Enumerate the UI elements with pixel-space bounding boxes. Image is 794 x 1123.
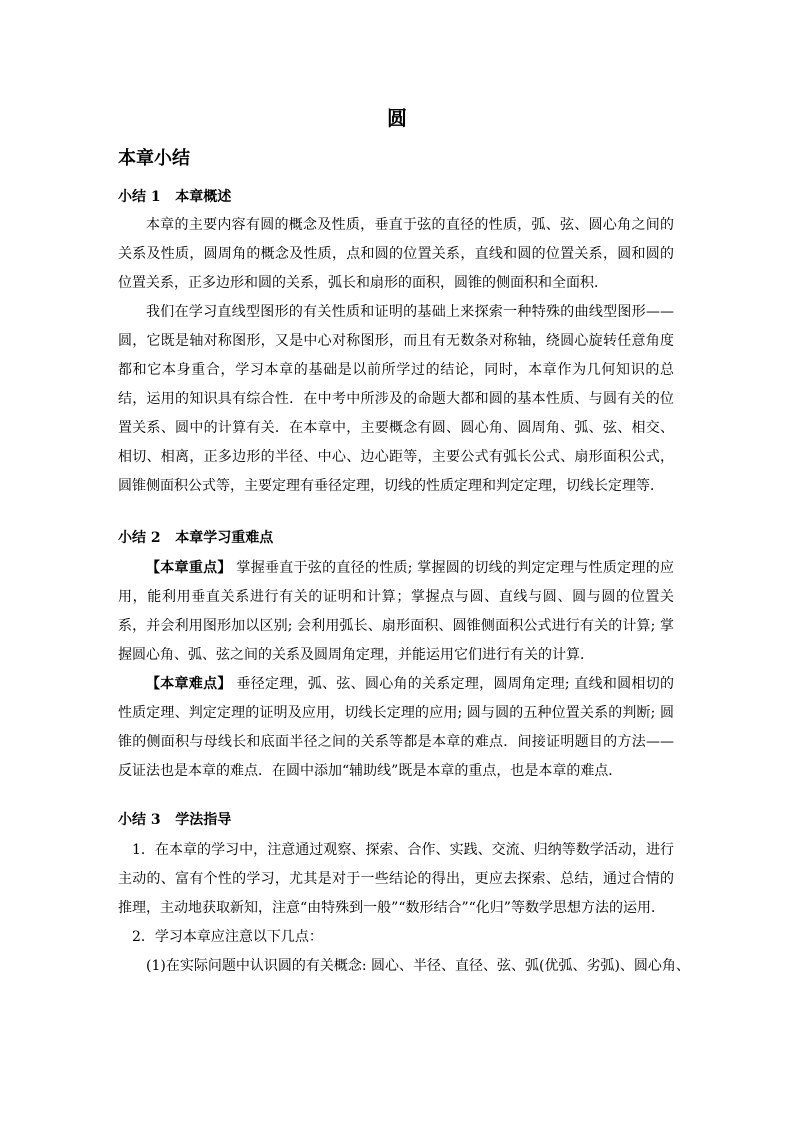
section-2-body — [118, 554, 674, 786]
difficult-points-label: 【本章难点】 — [146, 676, 232, 692]
section-1-paragraph-2: 我们在学习直线型图形的有关性质和证明的基础上来探索一种特殊的曲线型图形——圆，它既是轴对称图形，又是中心对称图形，而且有无数条对称轴，绕圆心旋转任意角度都和它本身重合，学习本章的基础是以前所学过的结论，同时，本章作为几何知识的总结，运用的知识具有综合性．在中考中所涉及的命题大都和圆的基本性质、与圆有关的位置关系、圆中的计算有关．在本章中，主要概念有圆、圆心角、圆周角、弧、弦、相交、相切、相离，正多边形的半径、中心、边心距等，主要公式有弧长公式、扇形面积公式，圆锥侧面积公式等，主要定理有垂径定理，切线的性质定理和判定定理，切线长定理等． — [118, 304, 674, 494]
study-guide-item-2-1: (1)在实际问题中认识圆的有关概念: 圆心、半径、直径、弦、弧(优弧、劣弧)、圆心角、 — [146, 958, 690, 974]
difficult-points-text: 垂径定理，弧、弦、圆心角的关系定理，圆周角定理; 直线和圆相切的性质定理、判定定理的证明及应用，切线长定理的应用; 圆与圆的五种位置关系的判断; 圆锥的侧面积与母线长和底面半径之间的关系等都是本章的难点．间接证明题目的方法——反证法也是本章的难点．在圆中添加“辅助线”既是本章的重点，也是本章的难点． — [118, 676, 674, 779]
key-points-paragraph — [118, 554, 674, 670]
study-guide-item-2: 2．学习本章应注意以下几点： — [132, 929, 323, 945]
key-points-label: 【本章重点】 — [146, 560, 232, 576]
key-points-text: 掌握垂直于弦的直径的性质; 掌握圆的切线的判定定理与性质定理的应用，能利用垂直关系进行有关的证明和计算；掌握点与圆、直线与圆、圆与圆的位置关系，并会利用图形加以区别; 会利用弧长、扇形面积、圆锥侧面积公式进行有关的计算; 掌握圆心角、弧、弦之间的关系及圆周角定理，并能运用它们进行有关的计算． — [118, 560, 674, 663]
section-1-body — [118, 211, 674, 501]
section-3-heading: 小结 3 学法指导 — [118, 812, 232, 828]
section-1-heading: 小结 1 本章概述 — [118, 189, 232, 205]
difficult-points-paragraph — [118, 670, 674, 786]
chapter-heading: 本章小结 — [118, 148, 190, 169]
document-title: 圆 — [387, 106, 407, 130]
section-3-body — [118, 836, 690, 981]
study-guide-item-1: 1．在本章的学习中，注意通过观察、探索、合作、实践、交流、归纳等数学活动，进行主动的、富有个性的学习，尤其是对于一些结论的得出，更应去探索、总结，通过合情的推理，主动地获取新知，注意“由特殊到一般”“数形结合”“化归”等数学思想方法的运用． — [118, 842, 674, 916]
section-1-paragraph-1: 本章的主要内容有圆的概念及性质，垂直于弦的直径的性质，弧、弦、圆心角之间的关系及性质，圆周角的概念及性质，点和圆的位置关系，直线和圆的位置关系，圆和圆的位置关系，正多边形和圆的关系，弧长和扇形的面积，圆锥的侧面积和全面积． — [118, 217, 674, 291]
section-2-heading: 小结 2 本章学习重难点 — [118, 530, 274, 546]
